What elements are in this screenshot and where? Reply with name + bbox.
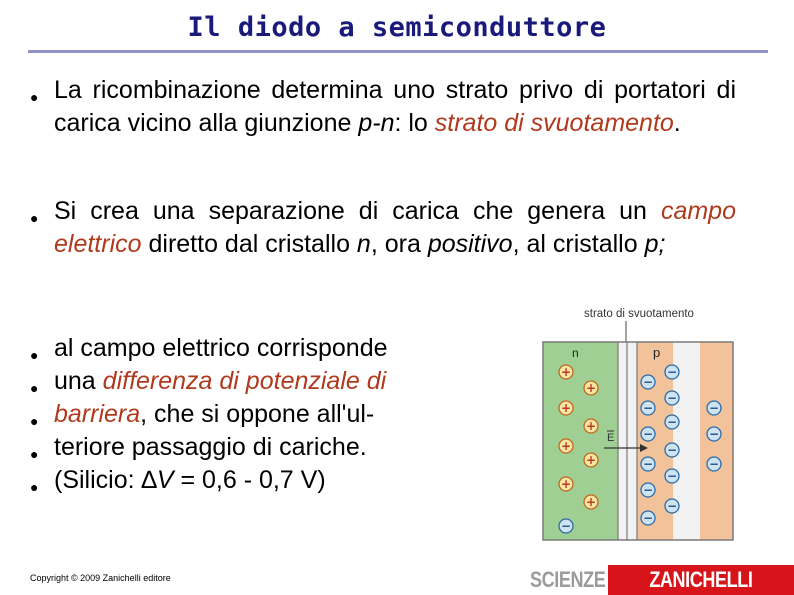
plus-sign: + xyxy=(585,381,597,395)
paragraph-campo-elettrico xyxy=(54,195,736,261)
plus-sign: + xyxy=(560,439,572,453)
page-title: Il diodo a semiconduttore xyxy=(187,12,607,43)
text-p: p; xyxy=(644,230,666,258)
plus-sign: + xyxy=(560,365,572,379)
text-differenza-potenziale: differenza di potenziale di xyxy=(102,367,387,395)
text: La ricombinazione determina uno strato privo di portatori di carica vicino alla giunzione xyxy=(54,76,736,137)
bullet-icon: ● xyxy=(30,446,39,462)
bullet-icon: ● xyxy=(30,479,39,495)
logo-scienze: SCIENZE xyxy=(530,567,606,592)
list-line-5 xyxy=(54,464,326,497)
minus-sign: − xyxy=(642,401,654,415)
title-divider xyxy=(28,50,768,53)
text: al campo elettrico corrisponde xyxy=(54,334,388,362)
field-label: E xyxy=(607,432,615,444)
text: . xyxy=(673,109,681,137)
text-positivo: positivo xyxy=(427,230,513,258)
paragraph-ricombinazione xyxy=(54,74,736,140)
text-campo-elettrico: campo elettrico xyxy=(54,197,736,258)
publisher-logo xyxy=(530,565,753,595)
text: = 0,6 - 0,7 V) xyxy=(173,466,326,494)
plus-sign: + xyxy=(585,453,597,467)
minus-sign: − xyxy=(642,511,654,525)
bullet-icon: ● xyxy=(30,210,39,226)
text: , ora xyxy=(370,230,428,258)
text-v: V xyxy=(156,466,174,494)
bullet-icon: ● xyxy=(30,89,39,105)
minus-sign: − xyxy=(666,499,678,513)
plus-sign: + xyxy=(585,419,597,433)
text: : lo xyxy=(394,109,435,137)
minus-sign: − xyxy=(666,365,678,379)
minus-sign: − xyxy=(642,483,654,497)
minus-sign: − xyxy=(708,457,720,471)
minus-sign: − xyxy=(642,375,654,389)
plus-sign: + xyxy=(585,495,597,509)
minus-sign: − xyxy=(666,391,678,405)
text-n: n xyxy=(356,230,371,258)
text: una xyxy=(54,367,103,395)
bullet-icon: ● xyxy=(30,413,39,429)
plus-sign: + xyxy=(560,401,572,415)
delta-symbol: ∆ xyxy=(141,466,157,494)
minus-sign: − xyxy=(666,469,678,483)
text: , che si oppone all'ul- xyxy=(140,400,375,428)
plus-sign: + xyxy=(560,477,572,491)
minus-sign: − xyxy=(560,519,572,533)
list-line-4 xyxy=(54,431,367,464)
text: Si crea una separazione di carica che genera un xyxy=(54,197,661,225)
text-strato-svuotamento: strato di svuotamento xyxy=(434,109,674,137)
minus-sign: − xyxy=(642,427,654,441)
text: teriore passaggio di cariche. xyxy=(54,433,367,461)
text-barriera: barriera xyxy=(54,400,141,428)
minus-sign: − xyxy=(666,443,678,457)
logo-zanichelli xyxy=(608,565,794,595)
depletion-layer-diagram xyxy=(538,300,738,545)
copyright-text: Copyright © 2009 Zanichelli editore xyxy=(30,573,171,583)
p-label: p xyxy=(653,345,661,360)
minus-sign: − xyxy=(708,427,720,441)
list-line-1 xyxy=(54,332,388,365)
bullet-icon: ● xyxy=(30,347,39,363)
diagram-caption: strato di svuotamento xyxy=(584,308,694,320)
logo-zanichelli-text: ZANICHELLI xyxy=(649,567,753,592)
list-line-3 xyxy=(54,398,374,431)
minus-sign: − xyxy=(666,415,678,429)
minus-sign: − xyxy=(642,457,654,471)
text: (Silicio: xyxy=(54,466,142,494)
n-label: n xyxy=(572,346,579,360)
list-line-2 xyxy=(54,365,386,398)
text: diretto dal cristallo xyxy=(141,230,357,258)
minus-sign: − xyxy=(708,401,720,415)
text: , al cristallo xyxy=(512,230,645,258)
bullet-icon: ● xyxy=(30,380,39,396)
text-pn: p-n xyxy=(358,109,395,137)
